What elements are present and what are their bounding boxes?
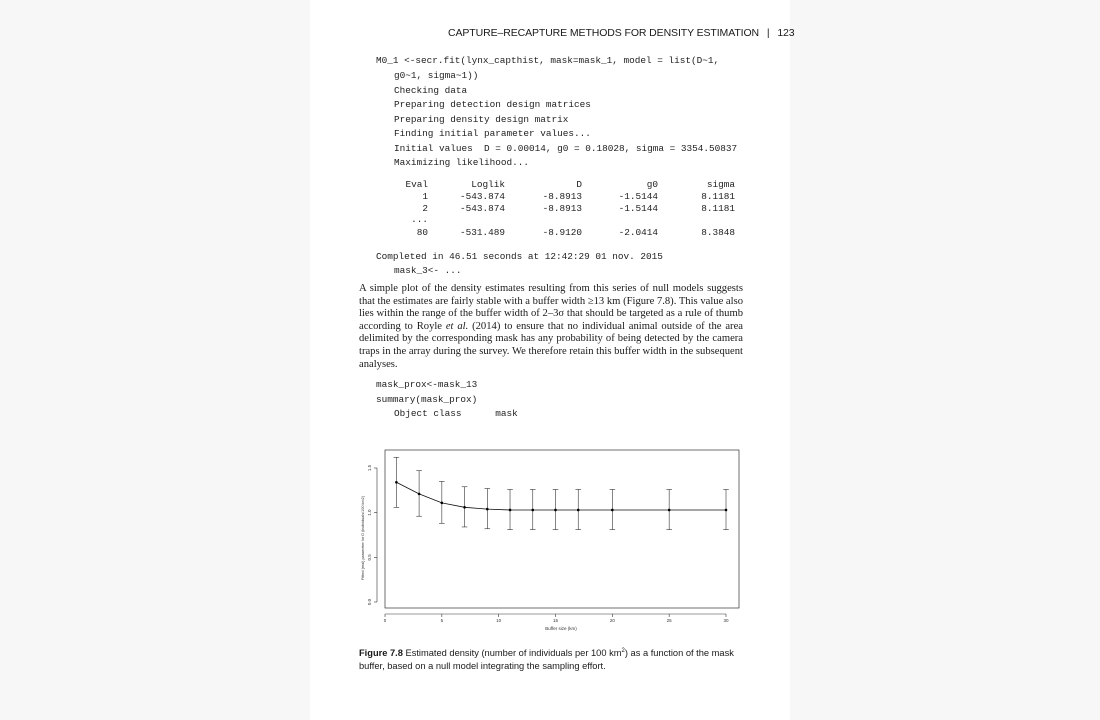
code-line: mask_3<- ...: [394, 265, 462, 276]
x-tick-label: 20: [609, 618, 615, 623]
code-line: summary(mask_prox): [376, 394, 478, 405]
figure-label: Figure 7.8: [359, 648, 403, 659]
y-axis-label: Fitted (real) parameter for D (individuals/100 km2): [361, 496, 365, 580]
table-cell: -543.874: [459, 203, 505, 214]
running-title: CAPTURE–RECAPTURE METHODS FOR DENSITY ESTIMATION: [448, 27, 760, 39]
code-line: Preparing detection design matrices: [394, 99, 591, 110]
density-chart: [355, 440, 755, 640]
x-tick-label: 30: [723, 618, 729, 623]
table-cell: 8.3848: [701, 227, 735, 238]
table-cell: 1: [422, 191, 428, 202]
figure-caption: [359, 645, 745, 672]
code-line: Finding initial parameter values...: [394, 128, 591, 139]
x-axis-label: Buffer size (km): [545, 626, 577, 631]
table-header-sigma: sigma: [706, 179, 735, 190]
table-cell: -1.5144: [618, 191, 658, 202]
table-cell: -8.8913: [542, 191, 582, 202]
x-tick-label: 5: [440, 618, 444, 623]
running-header: [448, 27, 795, 39]
y-tick-label: 1.5: [367, 464, 372, 472]
code-line: Maximizing likelihood...: [394, 157, 530, 168]
table-cell: 2: [422, 203, 428, 214]
data-point: [725, 509, 728, 512]
code-line: Checking data: [394, 85, 468, 96]
data-point: [463, 506, 466, 509]
table-header-g0: g0: [646, 179, 658, 190]
table-cell: 8.1181: [701, 191, 735, 202]
data-point: [509, 509, 512, 512]
y-tick-label: 1.0: [367, 509, 372, 516]
table-cell: -1.5144: [618, 203, 658, 214]
plot-frame: [385, 450, 739, 608]
data-point: [554, 509, 557, 512]
paragraph-italic: et al.: [445, 320, 469, 332]
table-header-loglik: Loglik: [471, 179, 505, 190]
table-cell: 80: [416, 227, 428, 238]
y-tick-label: 0.0: [367, 598, 372, 606]
table-cell: -8.9120: [542, 227, 582, 238]
code-line: Completed in 46.51 seconds at 12:42:29 01 nov. 2015: [376, 251, 663, 262]
table-cell: -531.489: [459, 227, 505, 238]
code-line: Initial values D = 0.00014, g0 = 0.18028, sigma = 3354.50837: [394, 143, 738, 154]
header-separator: |: [766, 27, 770, 39]
code-line: M0_1 <-secr.fit(lynx_capthist, mask=mask_1, model = list(D~1,: [376, 55, 720, 66]
data-point: [395, 481, 398, 484]
caption-text: ) as a function of the mask buffer, based on a null model integrating the sampling effort.: [359, 648, 734, 671]
table-cell: -543.874: [459, 191, 505, 202]
paragraph-text: (2014) to ensure that no individual animal outside of the area delimited by the corresponding mask has any probability of being detected by the camera traps in the array during the survey. We therefore retain this buffer width in the subsequent analyses.: [359, 320, 743, 370]
code-line: Object class mask: [394, 408, 518, 419]
code-line: Preparing density design matrix: [394, 114, 569, 125]
y-tick-label: 0.5: [367, 554, 372, 561]
body-paragraph: [359, 283, 743, 371]
data-point: [611, 509, 614, 512]
code-line: mask_prox<-mask_13: [376, 379, 478, 390]
table-cell: -8.8913: [542, 203, 582, 214]
caption-text: Estimated density (number of individuals per 100 km: [402, 648, 622, 659]
paragraph-text: A simple plot of the density estimates resulting from this series of null models suggests that the estimates are fairly stable with a buffer width ≥13 km (Figure 7.8). This value also lies within the range of the buffer width of 2–3σ that should be targeted as a rule of thumb according to Royle: [359, 283, 743, 332]
data-point: [486, 508, 489, 511]
code-line: g0~1, sigma~1)): [394, 70, 479, 81]
page-number: 123: [777, 27, 795, 39]
table-cell: -2.0414: [618, 227, 658, 238]
x-tick-label: 15: [552, 618, 559, 623]
table-header-d: D: [576, 179, 582, 190]
series-line: [396, 482, 726, 510]
data-point: [441, 502, 444, 505]
x-tick-label: 0: [383, 618, 387, 623]
table-cell: 8.1181: [701, 203, 735, 214]
data-point: [577, 509, 580, 512]
table-header-eval: Eval: [405, 179, 428, 190]
data-point: [418, 493, 421, 496]
x-tick-label: 10: [496, 618, 502, 623]
data-point: [668, 509, 671, 512]
caption-superscript: 2: [621, 648, 625, 654]
table-ellipsis: ...: [411, 214, 428, 225]
x-tick-label: 25: [666, 618, 672, 623]
data-point: [531, 509, 534, 512]
